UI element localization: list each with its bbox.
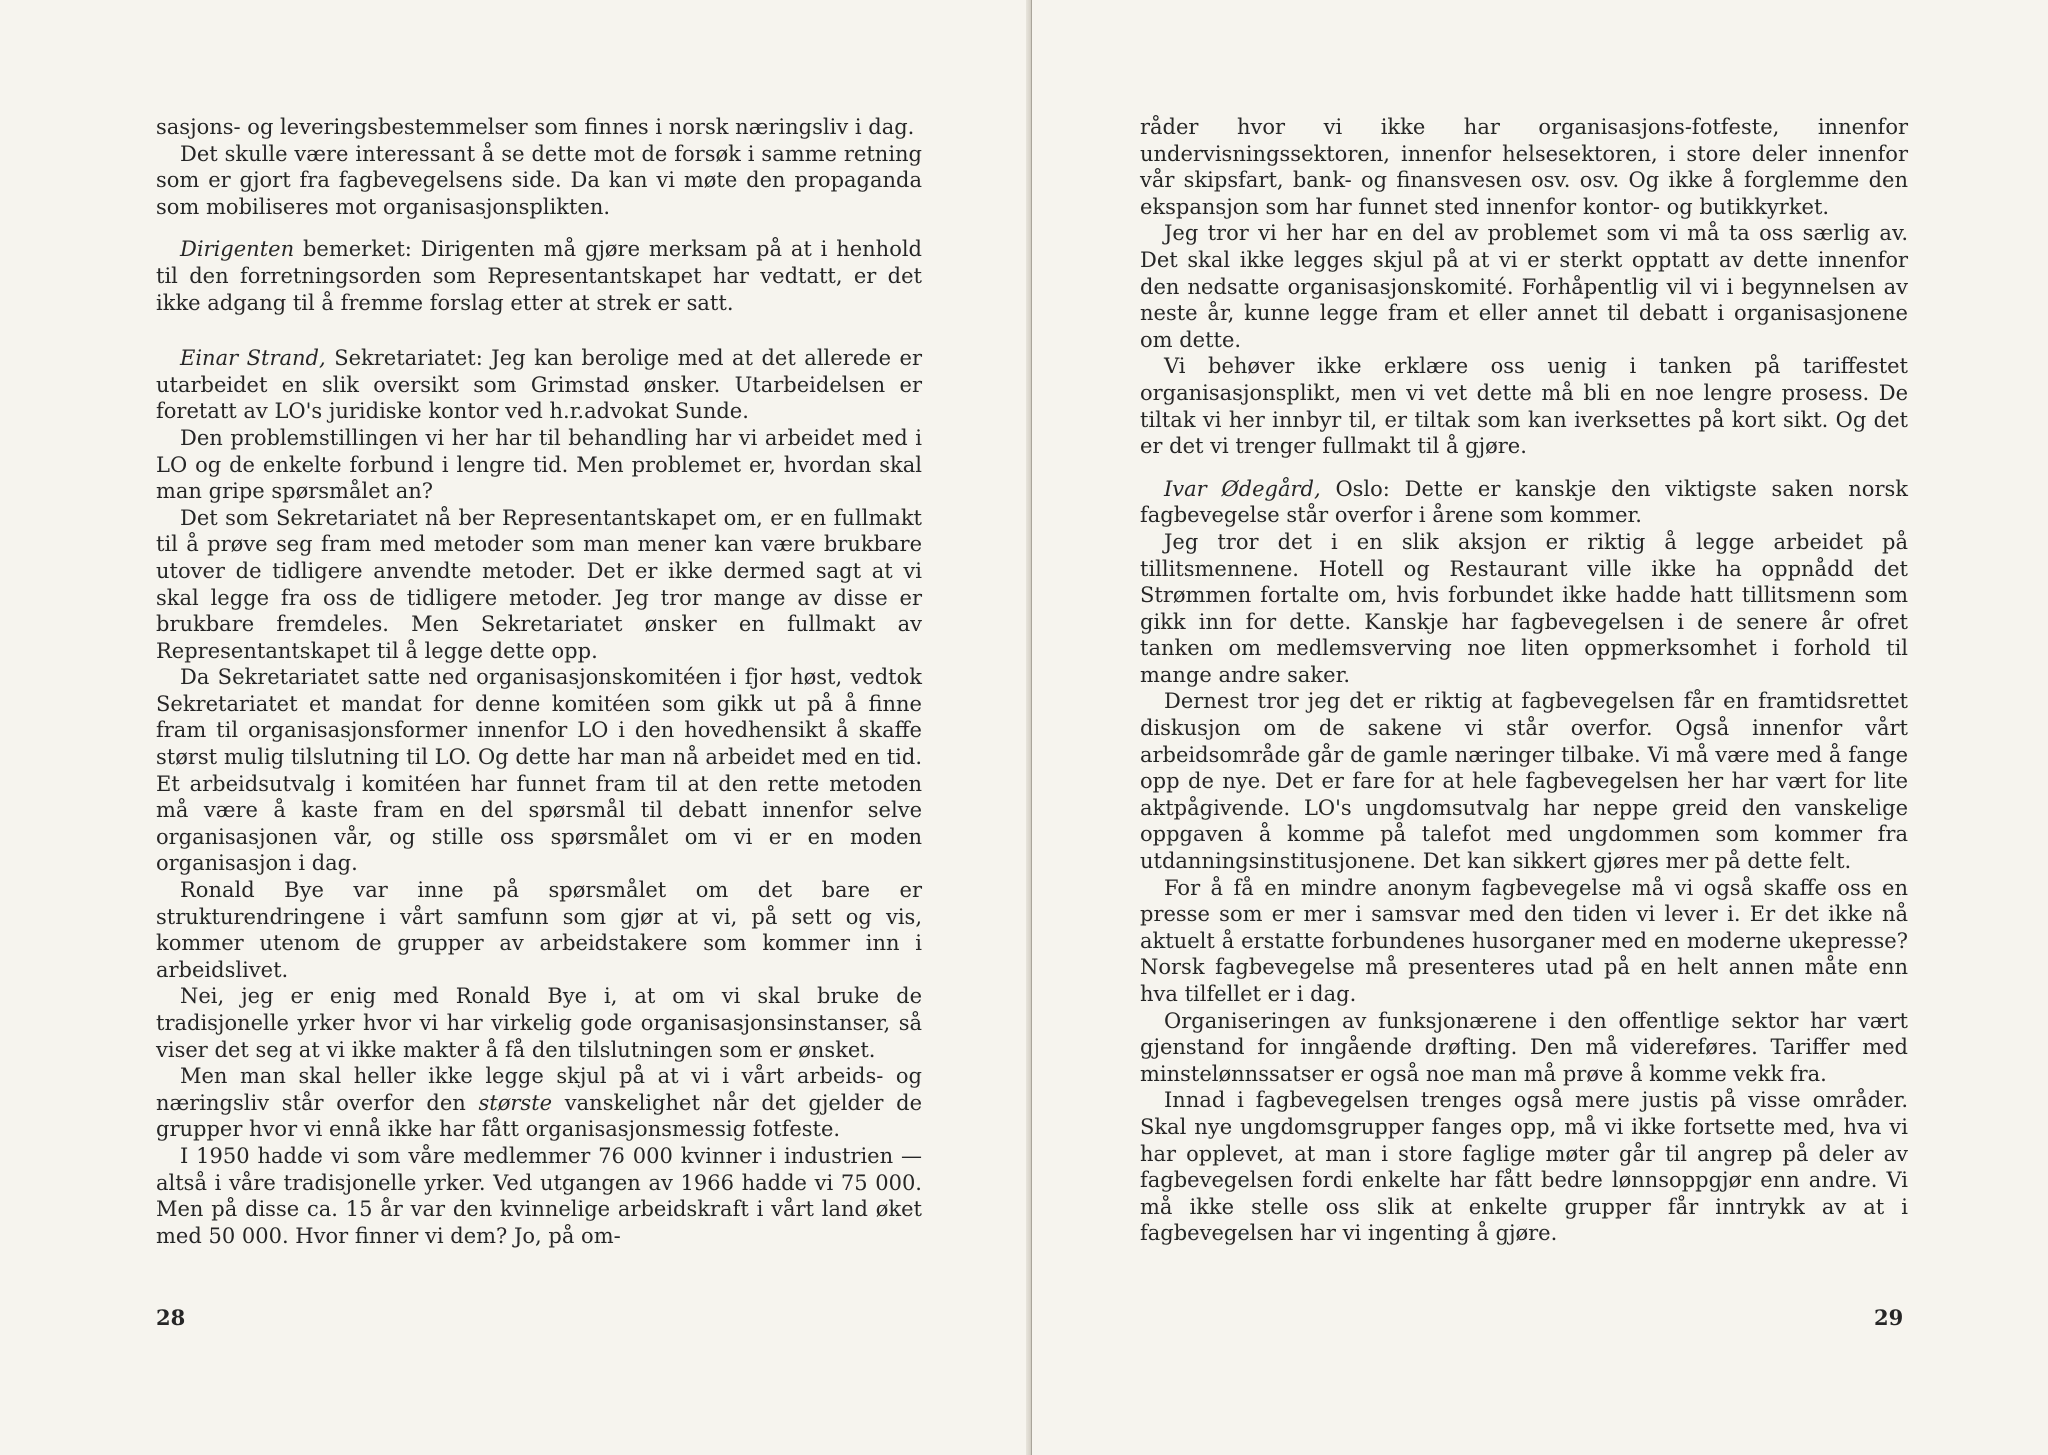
paragraph: I 1950 hadde vi som våre medlemmer 76 000 kvinner i industrien — altså i våre tradisjonelle yrker. Ved utgangen av 1966 hadde vi 75 000. Men på disse ca. 15 år var den kvinnelige arbeidskraft i vårt land øket med 50 000. Hvor finner vi dem? Jo, på om- (156, 1143, 922, 1248)
page-number: 29 (1874, 1305, 1904, 1330)
paragraph: Vi behøver ikke erklære oss uenig i tanken på tariffestet organisasjonsplikt, men vi vet dette må bli en noe lengre prosess. De tiltak vi her innbyr til, er tiltak som kan iverksettes på kort sikt. Og det er det vi trenger fullmakt til å gjøre. (1140, 354, 1908, 459)
speaker-name: Einar Strand, (180, 346, 326, 371)
right-page (1032, 0, 2048, 1455)
right-text-column (1140, 114, 1908, 1247)
speaker-name: Ivar Ødegård, (1164, 476, 1321, 501)
paragraph: Dernest tror jeg det er riktig at fagbevegelsen får en framtidsrettet diskusjon om de sakene vi står overfor. Også innenfor vårt arbeidsområde går de gamle næringer tilbake. Vi må være med å fange opp de nye. Det er fare for at hele fagbevegelsen her har vært for lite aktpågivende. LO's ungdomsutvalg har neppe greid den vanskelige oppgaven å komme på talefot med ungdommen som kommer fra utdanningsinstitusjonene. Det kan sikkert gjøres mer på dette felt. (1140, 689, 1908, 874)
paragraph: Ivar Ødegård, Oslo: Dette er kanskje den viktigste saken norsk fagbevegelse står overfor i årene som kommer. (1140, 476, 1908, 528)
paragraph: Dirigenten bemerket: Dirigenten må gjøre merksam på at i henhold til den forretningsorden som Representantskapet har vedtatt, er det ikke adgang til å fremme forslag etter at strek er satt. (156, 237, 922, 315)
paragraph: råder hvor vi ikke har organisasjons-fotfeste, innenfor undervisningssektoren, innenfor helsesektoren, i store deler innenfor vår skipsfart, bank- og finansvesen osv. osv. Og ikke å forglemme den ekspansjon som har funnet sted innenfor kontor- og butikkyrket. (1140, 115, 1908, 219)
paragraph: Jeg tror det i en slik aksjon er riktig å legge arbeidet på tillitsmennene. Hotell og Restaurant ville ikke ha oppnådd det Strømmen fortalte om, hvis forbundet ikke hadde hatt tillitsmenn som gikk inn for dette. Kanskje har fagbevegelsen i de senere år ofret tanken om medlemsverving noe liten oppmerksomhet i forhold til mange andre saker. (1140, 529, 1908, 687)
paragraph: sasjons- og leveringsbestemmelser som finnes i norsk næringsliv i dag. (156, 115, 915, 139)
emphasis: største (478, 1090, 553, 1115)
paragraph: Det skulle være interessant å se dette mot de forsøk i samme retning som er gjort fra fagbevegelsens side. Da kan vi møte den propaganda som mobiliseres mot organisasjonsplikten. (156, 141, 922, 219)
paragraph: Det som Sekretariatet nå ber Representantskapet om, er en fullmakt til å prøve seg fram med metoder som man mener kan være brukbare utover de tidligere anvendte metoder. Det er ikke dermed sagt at vi skal legge fra oss de tidligere metoder. Jeg tror mange av disse er brukbare fremdeles. Men Sekretariatet ønsker en fullmakt av Representantskapet til å legge dette opp. (156, 505, 922, 663)
paragraph: Innad i fagbevegelsen trenges også mere justis på visse områder. Skal nye ungdomsgrupper fanges opp, må vi ikke fortsette med, hva vi har opplevet, at man i store faglige møter går til angrep på deler av fagbevegelsen fordi enkelte har fått bedre lønnsoppgjør enn andre. Vi må ikke stelle oss slik at enkelte grupper får inntrykk av at i fagbevegelsen har vi ingenting å gjøre. (1140, 1088, 1908, 1246)
paragraph: Ronald Bye var inne på spørsmålet om det bare er strukturendringene i vårt samfunn som gjør at vi, på sett og vis, kommer utenom de grupper av arbeidstakere som kommer inn i arbeidslivet. (156, 878, 922, 982)
paragraph: Organiseringen av funksjonærene i den offentlige sektor har vært gjenstand for inngående drøfting. Den må videreføres. Tariffer med minstelønnssatser er også noe man må prøve å komme vekk fra. (1140, 1008, 1908, 1086)
paragraph: Nei, jeg er enig med Ronald Bye i, at om vi skal bruke de tradisjonelle yrker hvor vi har virkelig gode organisasjonsinstanser, så viser det seg at vi ikke makter å få den tilslutningen som er ønsket. (156, 984, 922, 1062)
paragraph: Einar Strand, Sekretariatet: Jeg kan berolige med at det allerede er utarbeidet en slik oversikt som Grimstad ønsker. Utarbeidelsen er foretatt av LO's juridiske kontor ved h.r.advokat Sunde. (156, 346, 922, 424)
paragraph: For å få en mindre anonym fagbevegelse må vi også skaffe oss en presse som er mer i samsvar med den tiden vi lever i. Er det ikke nå aktuelt å erstatte forbundenes husorganer med en moderne ukepresse? Norsk fagbevegelse må presenteres utad på en helt annen måte enn hva tilfellet er i dag. (1140, 875, 1908, 1006)
left-text-column (156, 114, 922, 1249)
paragraph: Jeg tror vi her har en del av problemet som vi må ta oss særlig av. Det skal ikke legges skjul på at vi er sterkt opptatt av dette innenfor den nedsatte organisasjonskomité. Forhåpentlig vil vi i begynnelsen av neste år, kunne legge fram et eller annet til debatt i organisasjonene om dette. (1140, 221, 1908, 352)
paragraph: Da Sekretariatet satte ned organisasjonskomitéen i fjor høst, vedtok Sekretariatet et mandat for denne komitéen som gikk ut på å finne fram til organisasjonsformer innenfor LO i den hovedhensikt å skaffe størst mulig tilslutning til LO. Og dette har man nå arbeidet med en tid. Et arbeidsutvalg i komitéen har funnet fram til at den rette metoden må være å kaste fram en del spørsmål til debatt innenfor selve organisasjonen vår, og stille oss spørsmålet om vi er en moden organisasjon i dag. (156, 665, 922, 876)
page-number: 28 (156, 1305, 186, 1330)
paragraph: Men man skal heller ikke legge skjul på at vi i vårt arbeids- og næringsliv står overfor den største vanskelighet når det gjelder de grupper hvor vi ennå ikke har fått organisasjonsmessig fotfeste. (156, 1064, 922, 1142)
speaker-name: Dirigenten (180, 237, 295, 262)
paragraph: Den problemstillingen vi her har til behandling har vi arbeidet med i LO og de enkelte forbund i lengre tid. Men problemet er, hvordan skal man gripe spørsmålet an? (156, 425, 922, 504)
